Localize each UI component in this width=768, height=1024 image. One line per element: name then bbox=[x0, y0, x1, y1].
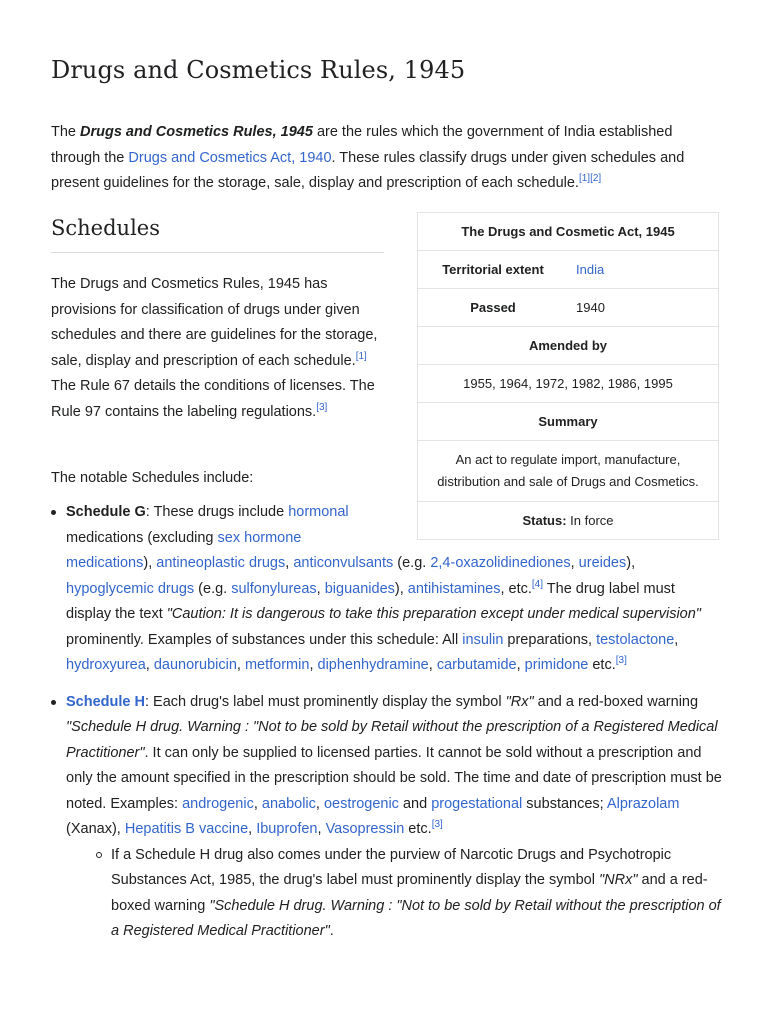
text: , bbox=[315, 795, 324, 812]
warning-text: "Schedule H drug. Warning : "Not to be sold by Retail without the prescription of a Registered Medical Practitioner" bbox=[111, 897, 721, 939]
text: , bbox=[570, 555, 579, 571]
ref-1-link[interactable]: [1] bbox=[355, 350, 367, 362]
ref-1-link[interactable]: [1] bbox=[578, 173, 591, 185]
text: , bbox=[316, 580, 325, 597]
text: ), bbox=[143, 555, 157, 571]
nrx-symbol-text: "NRx" bbox=[598, 872, 638, 888]
infobox bbox=[417, 212, 719, 540]
text: , bbox=[516, 657, 525, 673]
ref-2-link[interactable]: [2] bbox=[590, 173, 602, 185]
ref-4-link[interactable]: [4] bbox=[531, 578, 544, 590]
infobox-value: 1940 bbox=[576, 300, 605, 315]
link-drugs-cosmetics-act[interactable]: Drugs and Cosmetics Act, 1940 bbox=[128, 149, 332, 166]
text: preparations, bbox=[503, 631, 597, 648]
text: , bbox=[253, 795, 262, 812]
section-heading-schedules: Schedules bbox=[51, 216, 384, 253]
intro-text: The bbox=[51, 124, 81, 140]
text: : Each drug's label must prominently display the symbol bbox=[144, 693, 506, 710]
ref-3-link[interactable]: [3] bbox=[316, 401, 328, 413]
infobox-summary-label: Summary bbox=[418, 403, 718, 441]
link-testolactone[interactable]: testolactone bbox=[596, 631, 675, 648]
link-diphenhydramine[interactable]: diphenhydramine bbox=[317, 657, 429, 673]
text: . It can only be supplied to licensed parties. It cannot be sold without a prescription and only the amount specified in the prescription should be sold. The time and date of prescription must be noted. Examples: bbox=[66, 744, 722, 812]
infobox-status-label: Status: bbox=[522, 513, 567, 528]
link-alprazolam[interactable]: Alprazolam bbox=[606, 795, 680, 812]
link-hormonal[interactable]: hormonal bbox=[288, 504, 349, 520]
text: , bbox=[145, 657, 154, 673]
intro-paragraph bbox=[51, 120, 721, 197]
link-antineoplastic-drugs[interactable]: antineoplastic drugs bbox=[156, 555, 286, 571]
text: If a Schedule H drug also comes under the purview of Narcotic Drugs and Psychotropic Substances Act, 1985, the drug's label must prominently display the symbol bbox=[111, 846, 672, 888]
link-hypoglycemic-drugs[interactable]: hypoglycemic drugs bbox=[66, 580, 195, 597]
link-biguanides[interactable]: biguanides bbox=[324, 580, 395, 597]
link-metformin[interactable]: metformin bbox=[244, 657, 310, 673]
warning-text: "Schedule H drug. Warning : "Not to be sold by Retail without the prescription of a Registered Medical Practitioner" bbox=[66, 719, 718, 761]
ref-3-link[interactable]: [3] bbox=[615, 655, 627, 667]
schedules-list bbox=[51, 500, 723, 945]
link-oxazolidinediones[interactable]: 2,4-oxazolidinediones bbox=[430, 555, 571, 571]
link-insulin[interactable]: insulin bbox=[462, 631, 504, 648]
text: , bbox=[236, 657, 245, 673]
infobox-summary-value: An act to regulate import, manufacture, distribution and sale of Drugs and Cosmetics. bbox=[418, 441, 718, 502]
text: (Xanax), bbox=[66, 821, 125, 837]
text: ), bbox=[394, 580, 408, 597]
link-daunorubicin[interactable]: daunorubicin bbox=[153, 657, 237, 673]
sub-list-item-nrx bbox=[96, 843, 723, 945]
text: , bbox=[317, 821, 326, 837]
link-sex-hormone-medications[interactable]: sex hormone medications bbox=[66, 529, 302, 571]
text: , bbox=[285, 555, 294, 571]
link-primidone[interactable]: primidone bbox=[524, 657, 589, 673]
text: prominently. Examples of substances under this schedule: All bbox=[66, 631, 463, 648]
ref-3-link[interactable]: [3] bbox=[431, 819, 443, 831]
infobox-amended-value: 1955, 1964, 1972, 1982, 1986, 1995 bbox=[418, 365, 718, 403]
text: etc. bbox=[404, 821, 432, 837]
link-carbutamide[interactable]: carbutamide bbox=[436, 657, 517, 673]
infobox-row-territorial bbox=[418, 251, 718, 289]
text: (e.g. bbox=[194, 580, 232, 597]
text: (e.g. bbox=[393, 555, 431, 571]
text: ), bbox=[626, 555, 636, 571]
infobox-row-passed bbox=[418, 289, 718, 327]
link-anticonvulsants[interactable]: anticonvulsants bbox=[293, 555, 394, 571]
text: , bbox=[248, 821, 257, 837]
page-title: Drugs and Cosmetics Rules, 1945 bbox=[51, 56, 466, 84]
text: , bbox=[674, 631, 679, 648]
link-androgenic[interactable]: androgenic bbox=[182, 795, 254, 812]
link-hydroxyurea[interactable]: hydroxyurea bbox=[66, 657, 146, 673]
text: , bbox=[428, 657, 437, 673]
paragraph-text: The Drugs and Cosmetics Rules, 1945 has provisions for classification of drugs under given schedules and there are guidelines for the storage, sale, display and prescription of each schedule. bbox=[51, 276, 378, 369]
text: , bbox=[309, 657, 318, 673]
link-antihistamines[interactable]: antihistamines bbox=[407, 580, 501, 597]
infobox-label: Territorial extent bbox=[442, 262, 544, 277]
infobox-title: The Drugs and Cosmetic Act, 1945 bbox=[418, 213, 718, 251]
link-oestrogenic[interactable]: oestrogenic bbox=[323, 795, 399, 812]
text: and a red-boxed warning bbox=[111, 872, 708, 914]
notable-schedules-text: The notable Schedules include: bbox=[51, 470, 254, 486]
text: and a red-boxed warning bbox=[533, 693, 699, 710]
link-hepatitis-b-vaccine[interactable]: Hepatitis B vaccine bbox=[124, 821, 249, 837]
intro-bold-title: Drugs and Cosmetics Rules, 1945 bbox=[80, 124, 313, 140]
text: substances; bbox=[522, 795, 607, 812]
text: The drug label must display the text bbox=[66, 580, 675, 622]
text: . bbox=[329, 923, 334, 939]
link-ibuprofen[interactable]: Ibuprofen bbox=[256, 821, 318, 837]
link-sulfonylureas[interactable]: sulfonylureas bbox=[231, 580, 317, 597]
link-anabolic[interactable]: anabolic bbox=[261, 795, 316, 812]
schedules-intro-paragraph bbox=[51, 272, 381, 425]
caution-text: "Caution: It is dangerous to take this preparation except under medical supervision" bbox=[166, 606, 701, 622]
link-vasopressin[interactable]: Vasopressin bbox=[325, 821, 405, 837]
intro-text: . These rules classify drugs under given schedules and present guidelines for the storage, sale, display and prescription of each schedule. bbox=[51, 149, 685, 191]
link-ureides[interactable]: ureides bbox=[578, 555, 627, 571]
intro-text: are the rules which the government of India established through the bbox=[51, 124, 673, 166]
text: etc. bbox=[588, 657, 616, 673]
link-schedule-h[interactable]: Schedule H bbox=[66, 693, 145, 710]
schedule-g-name: Schedule G bbox=[66, 504, 146, 520]
infobox-amended-label: Amended by bbox=[418, 327, 718, 365]
list-item-schedule-g bbox=[51, 500, 723, 679]
infobox-status-value: In force bbox=[566, 513, 614, 528]
infobox-label: Passed bbox=[470, 300, 516, 315]
text: and bbox=[398, 795, 432, 812]
text: : These drugs include bbox=[145, 504, 289, 520]
text: medications (excluding bbox=[66, 529, 218, 546]
rx-symbol-text: "Rx" bbox=[505, 693, 534, 710]
paragraph-text: The Rule 67 details the conditions of licenses. The Rule 97 contains the labeling regulations. bbox=[51, 378, 375, 420]
schedule-h-sublist bbox=[66, 843, 723, 945]
list-item-schedule-h bbox=[51, 690, 723, 945]
link-india[interactable]: India bbox=[576, 262, 605, 277]
link-progestational[interactable]: progestational bbox=[431, 795, 523, 812]
text: , etc. bbox=[500, 580, 532, 597]
